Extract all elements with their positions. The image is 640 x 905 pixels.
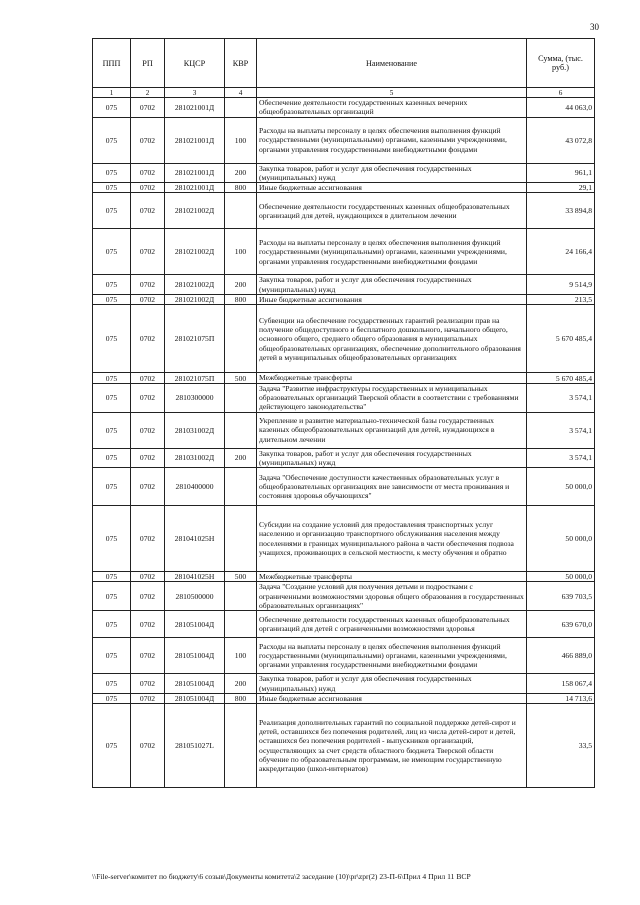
- header-sum: Сумма, (тыс. руб.): [527, 39, 595, 88]
- cell-kvr: 100: [225, 117, 257, 163]
- cell-sum: 43 072,8: [527, 117, 595, 163]
- table-row: [93, 704, 595, 788]
- cell-name: Субвенции на обеспечение государственных гарантий реализации прав на получение общедоступного и бесплатного дошкольного, начального общего, основного общего, среднего общего образования в муниципальных общеобразовательных организациях, обеспечение дополнительного образования детей в муниципальных общеобразовательных организациях: [257, 305, 527, 373]
- column-number: 5: [257, 88, 527, 98]
- cell-kvr: 800: [225, 295, 257, 305]
- cell-kcsr: 281051004Д: [165, 611, 225, 638]
- cell-kvr: [225, 193, 257, 229]
- cell-sum: 3 574,1: [527, 448, 595, 468]
- table-row: [93, 572, 595, 582]
- cell-sum: 50 000,0: [527, 468, 595, 506]
- cell-kcsr: 281021002Д: [165, 229, 225, 275]
- cell-name: Задача "Развитие инфраструктуры государственных и муниципальных образовательных организаций Тверской области в соответствии с требованиями действующего законодательства": [257, 383, 527, 412]
- cell-rp: 0702: [131, 275, 165, 295]
- cell-kvr: [225, 305, 257, 373]
- table-row: [93, 193, 595, 229]
- cell-sum: 9 514,9: [527, 275, 595, 295]
- cell-name: Обеспечение деятельности государственных казенных общеобразовательных организаций для детей с ограниченными возможностями здоровья: [257, 611, 527, 638]
- cell-rp: 0702: [131, 163, 165, 183]
- cell-name: Межбюджетные трансферты: [257, 373, 527, 383]
- cell-name: Закупка товаров, работ и услуг для обеспечения государственных (муниципальных) нужд: [257, 674, 527, 694]
- cell-kcsr: 281041025Н: [165, 506, 225, 572]
- cell-kvr: [225, 704, 257, 788]
- cell-kcsr: 2810300000: [165, 383, 225, 412]
- cell-kcsr: 281031002Д: [165, 412, 225, 448]
- cell-kcsr: 281021001Д: [165, 183, 225, 193]
- cell-rp: 0702: [131, 572, 165, 582]
- cell-kvr: [225, 98, 257, 118]
- cell-kvr: 100: [225, 638, 257, 674]
- cell-rp: 0702: [131, 693, 165, 703]
- cell-kvr: 200: [225, 674, 257, 694]
- cell-name: Закупка товаров, работ и услуг для обеспечения государственных (муниципальных) нужд: [257, 448, 527, 468]
- table-row: [93, 611, 595, 638]
- cell-kcsr: 281021002Д: [165, 193, 225, 229]
- cell-kcsr: 281031002Д: [165, 448, 225, 468]
- cell-ppp: 075: [93, 373, 131, 383]
- cell-ppp: 075: [93, 117, 131, 163]
- cell-sum: 29,1: [527, 183, 595, 193]
- cell-kvr: 200: [225, 163, 257, 183]
- cell-name: Реализация дополнительных гарантий по социальной поддержке детей-сирот и детей, оставшихся без попечения родителей, лиц из числа детей-сирот и детей, оставшихся без попечения родителей - выпускников организаций, осуществляющих за счет средств областного бюджета Тверской области обучение по образовательным программам, не имеющим государственную аккредитацию (школ-интернатов): [257, 704, 527, 788]
- cell-name: Иные бюджетные ассигнования: [257, 295, 527, 305]
- cell-rp: 0702: [131, 98, 165, 118]
- cell-sum: 24 166,4: [527, 229, 595, 275]
- cell-kvr: 200: [225, 448, 257, 468]
- cell-ppp: 075: [93, 582, 131, 611]
- cell-kcsr: 281021001Д: [165, 98, 225, 118]
- cell-kcsr: 281021002Д: [165, 275, 225, 295]
- cell-kcsr: 281051004Д: [165, 638, 225, 674]
- cell-sum: 961,1: [527, 163, 595, 183]
- cell-sum: 3 574,1: [527, 412, 595, 448]
- budget-table: [92, 38, 595, 788]
- column-number: 3: [165, 88, 225, 98]
- cell-ppp: 075: [93, 638, 131, 674]
- cell-name: Расходы на выплаты персоналу в целях обеспечения выполнения функций государственными (муниципальными) органами, казенными учреждениями, органами управления государственными внебюджетными фондами: [257, 638, 527, 674]
- table-row: [93, 674, 595, 694]
- header-rp: РП: [131, 39, 165, 88]
- cell-rp: 0702: [131, 305, 165, 373]
- cell-sum: 639 703,5: [527, 582, 595, 611]
- cell-rp: 0702: [131, 295, 165, 305]
- cell-rp: 0702: [131, 638, 165, 674]
- table-row: [93, 275, 595, 295]
- cell-name: Укрепление и развитие материально-технической базы государственных казенных общеобразовательных организаций для детей, нуждающихся в длительном лечении: [257, 412, 527, 448]
- cell-rp: 0702: [131, 674, 165, 694]
- cell-ppp: 075: [93, 183, 131, 193]
- table-row: [93, 117, 595, 163]
- header-ppp: ППП: [93, 39, 131, 88]
- cell-sum: 33,5: [527, 704, 595, 788]
- cell-kvr: [225, 468, 257, 506]
- cell-kvr: [225, 582, 257, 611]
- cell-ppp: 075: [93, 468, 131, 506]
- table-row: [93, 183, 595, 193]
- cell-rp: 0702: [131, 448, 165, 468]
- cell-name: Закупка товаров, работ и услуг для обеспечения государственных (муниципальных) нужд: [257, 163, 527, 183]
- cell-ppp: 075: [93, 295, 131, 305]
- cell-rp: 0702: [131, 468, 165, 506]
- cell-name: Обеспечение деятельности государственных казенных общеобразовательных организаций для детей, нуждающихся в длительном лечении: [257, 193, 527, 229]
- cell-rp: 0702: [131, 412, 165, 448]
- cell-name: Задача "Создание условий для получения детьми и подростками с ограниченными возможностями здоровья общего образования в государственных образовательных организациях": [257, 582, 527, 611]
- cell-name: Закупка товаров, работ и услуг для обеспечения государственных (муниципальных) нужд: [257, 275, 527, 295]
- cell-ppp: 075: [93, 572, 131, 582]
- table-row: [93, 693, 595, 703]
- table-row: [93, 98, 595, 118]
- column-number: 1: [93, 88, 131, 98]
- table-row: [93, 448, 595, 468]
- cell-rp: 0702: [131, 373, 165, 383]
- cell-ppp: 075: [93, 98, 131, 118]
- table-row: [93, 638, 595, 674]
- cell-sum: 158 067,4: [527, 674, 595, 694]
- cell-rp: 0702: [131, 229, 165, 275]
- page-number: 30: [590, 22, 599, 32]
- cell-kcsr: 281021002Д: [165, 295, 225, 305]
- table-header-row: [93, 39, 595, 88]
- cell-sum: 50 000,0: [527, 572, 595, 582]
- cell-rp: 0702: [131, 117, 165, 163]
- cell-name: Иные бюджетные ассигнования: [257, 693, 527, 703]
- cell-ppp: 075: [93, 229, 131, 275]
- cell-sum: 33 894,8: [527, 193, 595, 229]
- cell-ppp: 075: [93, 193, 131, 229]
- cell-ppp: 075: [93, 674, 131, 694]
- header-kvr: КВР: [225, 39, 257, 88]
- cell-sum: 213,5: [527, 295, 595, 305]
- cell-sum: 639 670,0: [527, 611, 595, 638]
- cell-sum: 5 670 485,4: [527, 305, 595, 373]
- cell-kcsr: 281051004Д: [165, 674, 225, 694]
- cell-ppp: 075: [93, 611, 131, 638]
- cell-kvr: [225, 506, 257, 572]
- cell-rp: 0702: [131, 193, 165, 229]
- cell-sum: 50 000,0: [527, 506, 595, 572]
- cell-kvr: [225, 383, 257, 412]
- cell-kcsr: 281021001Д: [165, 163, 225, 183]
- cell-rp: 0702: [131, 506, 165, 572]
- header-kcsr: КЦСР: [165, 39, 225, 88]
- cell-kvr: 800: [225, 693, 257, 703]
- cell-kcsr: 281051027L: [165, 704, 225, 788]
- cell-sum: 5 670 485,4: [527, 373, 595, 383]
- cell-kvr: 100: [225, 229, 257, 275]
- cell-ppp: 075: [93, 305, 131, 373]
- cell-kcsr: 281021075П: [165, 373, 225, 383]
- cell-kvr: 200: [225, 275, 257, 295]
- column-number: 6: [527, 88, 595, 98]
- column-number-row: [93, 88, 595, 98]
- table-row: [93, 295, 595, 305]
- cell-ppp: 075: [93, 412, 131, 448]
- cell-rp: 0702: [131, 704, 165, 788]
- cell-kvr: [225, 412, 257, 448]
- table-row: [93, 582, 595, 611]
- cell-ppp: 075: [93, 163, 131, 183]
- cell-kcsr: 281021001Д: [165, 117, 225, 163]
- cell-ppp: 075: [93, 275, 131, 295]
- cell-kvr: 500: [225, 373, 257, 383]
- cell-name: Обеспечение деятельности государственных казенных вечерних общеобразовательных организаций: [257, 98, 527, 118]
- cell-rp: 0702: [131, 582, 165, 611]
- table-row: [93, 412, 595, 448]
- file-path-footer: \\File-server\комитет по бюджету\6 созыв\Документы комитета\2 заседание (10)\pr\zpr(2) 23-П-6\Прил 4 Прил 11 ВСР: [92, 872, 471, 881]
- cell-ppp: 075: [93, 448, 131, 468]
- cell-kvr: 500: [225, 572, 257, 582]
- table-row: [93, 373, 595, 383]
- cell-name: Субсидии на создание условий для предоставления транспортных услуг населению и организацию транспортного обслуживания населения между поселениями в границах муниципального района в части обеспечения подвоза учащихся, проживающих в сельской местности, к месту обучения и обратно: [257, 506, 527, 572]
- cell-kcsr: 281021075П: [165, 305, 225, 373]
- cell-kvr: [225, 611, 257, 638]
- cell-rp: 0702: [131, 183, 165, 193]
- cell-sum: 44 063,0: [527, 98, 595, 118]
- cell-ppp: 075: [93, 383, 131, 412]
- cell-ppp: 075: [93, 506, 131, 572]
- cell-sum: 3 574,1: [527, 383, 595, 412]
- cell-ppp: 075: [93, 693, 131, 703]
- cell-rp: 0702: [131, 611, 165, 638]
- cell-kcsr: 2810400000: [165, 468, 225, 506]
- cell-sum: 14 713,6: [527, 693, 595, 703]
- cell-rp: 0702: [131, 383, 165, 412]
- column-number: 4: [225, 88, 257, 98]
- cell-kvr: 800: [225, 183, 257, 193]
- cell-kcsr: 2810500000: [165, 582, 225, 611]
- cell-kcsr: 281041025Н: [165, 572, 225, 582]
- cell-name: Задача "Обеспечение доступности качественных образовательных услуг в общеобразовательных организациях вне зависимости от места проживания и состояния здоровья обучающихся": [257, 468, 527, 506]
- table-row: [93, 305, 595, 373]
- table-row: [93, 163, 595, 183]
- column-number: 2: [131, 88, 165, 98]
- header-name: Наименование: [257, 39, 527, 88]
- cell-name: Межбюджетные трансферты: [257, 572, 527, 582]
- cell-kcsr: 281051004Д: [165, 693, 225, 703]
- table-row: [93, 468, 595, 506]
- cell-ppp: 075: [93, 704, 131, 788]
- cell-sum: 466 889,0: [527, 638, 595, 674]
- table-row: [93, 229, 595, 275]
- cell-name: Расходы на выплаты персоналу в целях обеспечения выполнения функций государственными (муниципальными) органами, казенными учреждениями, органами управления государственными внебюджетными фондами: [257, 229, 527, 275]
- cell-name: Иные бюджетные ассигнования: [257, 183, 527, 193]
- table-row: [93, 383, 595, 412]
- table-row: [93, 506, 595, 572]
- cell-name: Расходы на выплаты персоналу в целях обеспечения выполнения функций государственными (муниципальными) органами, казенными учреждениями, органами управления государственными внебюджетными фондами: [257, 117, 527, 163]
